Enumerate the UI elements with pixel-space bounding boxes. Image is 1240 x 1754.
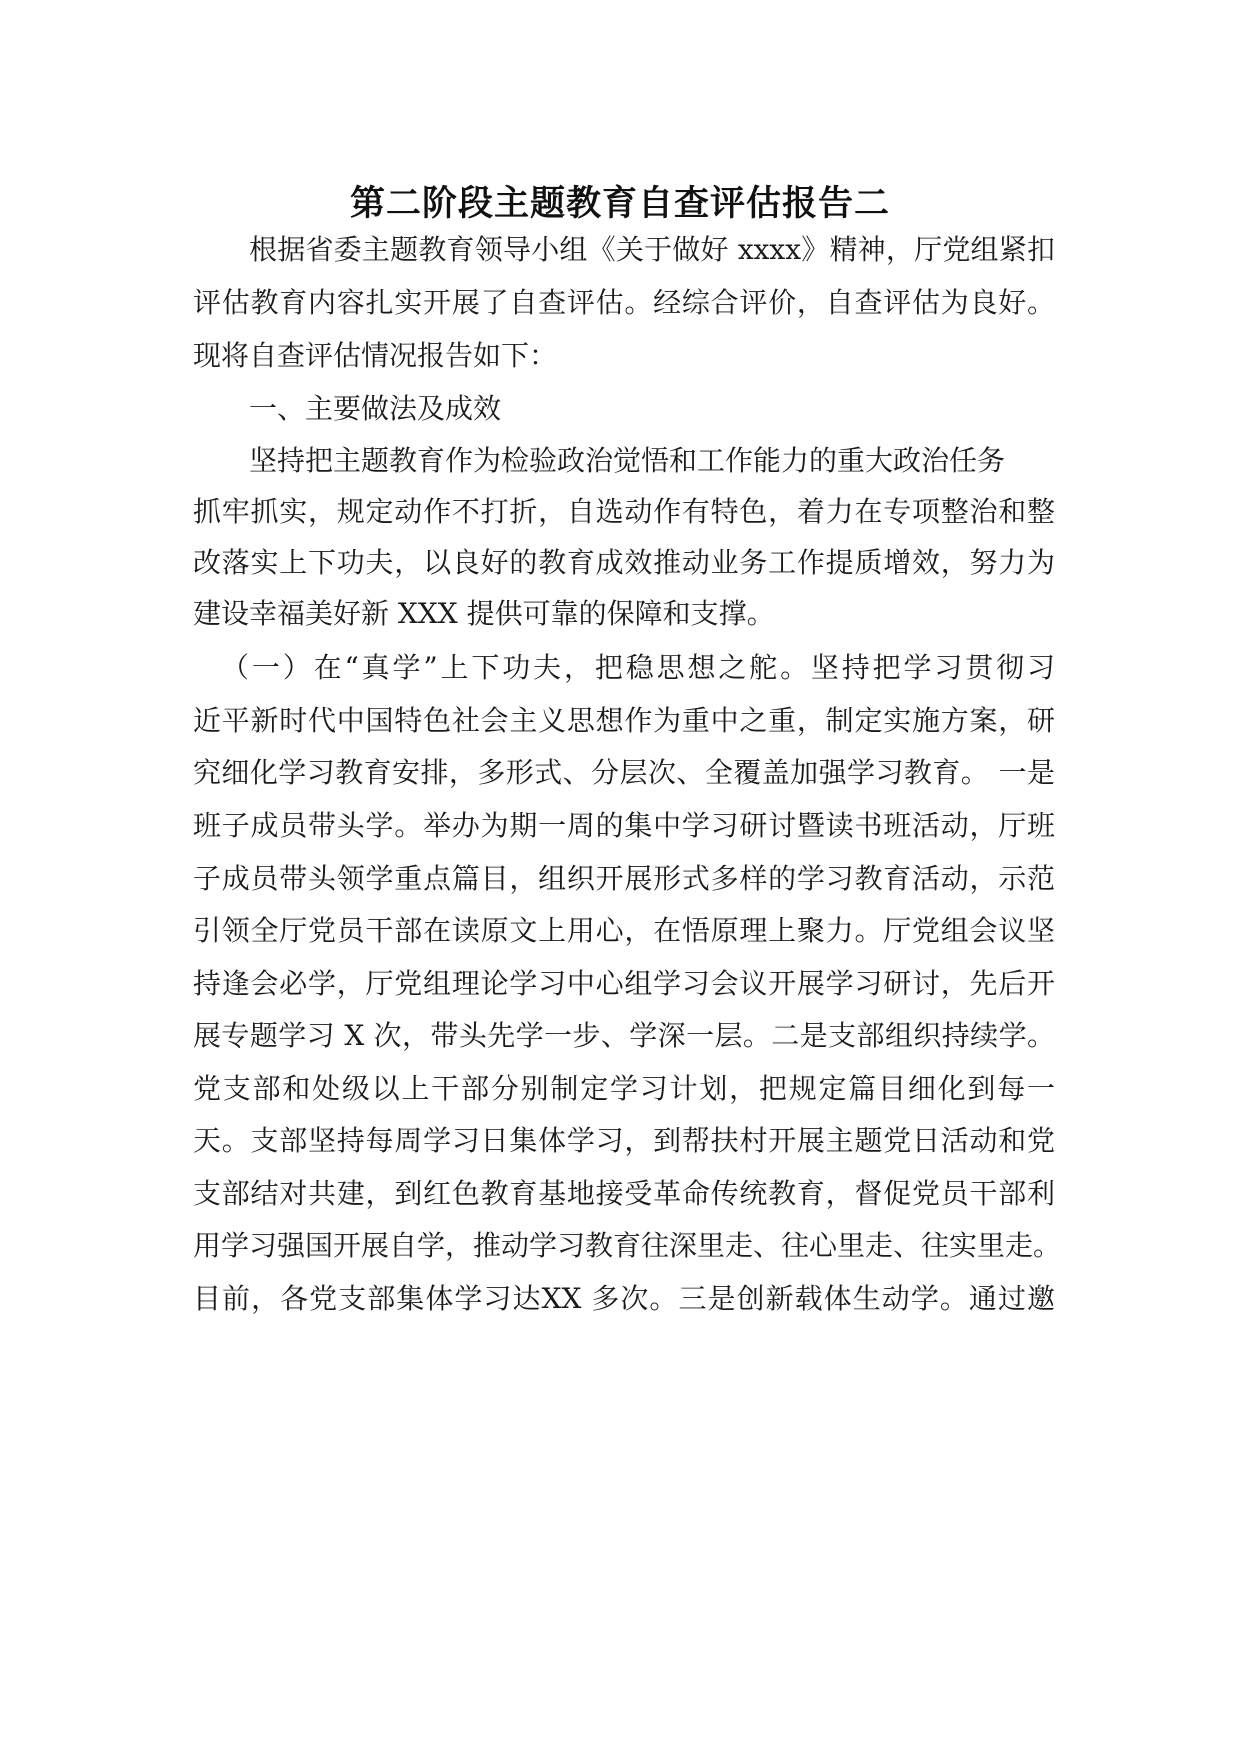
paragraph-line: （一）在“真学”上下功夫，把稳思想之舵。坚持把学习贯彻习 xyxy=(221,651,1055,684)
paragraph-line: 抓牢抓实，规定动作不打折，自选动作有特色，着力在专项整治和整 xyxy=(193,495,1055,528)
paragraph-line: 天。支部坚持每周学习日集体学习，到帮扶村开展主题党日活动和党 xyxy=(193,1124,1055,1157)
paragraph-line: 持逢会必学，厅党组理论学习中心组学习会议开展学习研讨，先后开 xyxy=(193,967,1055,1000)
paragraph-line: 子成员带头领学重点篇目，组织开展形式多样的学习教育活动，示范 xyxy=(193,862,1055,895)
paragraph-line: 根据省委主题教育领导小组《关于做好 xxxx》精神，厅党组紧扣 xyxy=(249,233,1055,266)
paragraph-line: 近平新时代中国特色社会主义思想作为重中之重，制定实施方案，研 xyxy=(193,704,1055,737)
paragraph-line: 建设幸福美好新 XXX 提供可靠的保障和支撑。 xyxy=(193,597,775,630)
paragraph-line: 支部结对共建，到红色教育基地接受革命传统教育，督促党员干部利 xyxy=(193,1177,1055,1210)
paragraph-line: 改落实上下功夫，以良好的教育成效推动业务工作提质增效，努力为 xyxy=(193,546,1055,579)
document-title: 第二阶段主题教育自查评估报告二 xyxy=(349,184,890,224)
paragraph-line: 引领全厅党员干部在读原文上用心，在悟原理上聚力。厅党组会议坚 xyxy=(193,914,1055,947)
paragraph-line: 班子成员带头学。举办为期一周的集中学习研讨暨读书班活动，厅班 xyxy=(193,809,1055,842)
section-heading: 一、主要做法及成效 xyxy=(249,392,502,425)
paragraph-line: 展专题学习 X 次，带头先学一步、学深一层。二是支部组织持续学。 xyxy=(193,1019,1055,1052)
paragraph-line: 用学习强国开展自学，推动学习教育往深里走、往心里走、往实里走。 xyxy=(193,1229,1062,1262)
paragraph-line: 党支部和处级以上干部分别制定学习计划，把规定篇目细化到每一 xyxy=(193,1072,1055,1105)
paragraph-line: 坚持把主题教育作为检验政治觉悟和工作能力的重大政治任务 xyxy=(249,444,1006,477)
paragraph-line: 评估教育内容扎实开展了自查评估。经综合评价，自查评估为良好。 xyxy=(193,286,1055,319)
paragraph-line: 究细化学习教育安排，多形式、分层次、全覆盖加强学习教育。 一是 xyxy=(193,756,1055,789)
paragraph-line: 目前，各党支部集体学习达XX 多次。三是创新载体生动学。通过邀 xyxy=(193,1282,1055,1315)
paragraph-line: 现将自查评估情况报告如下： xyxy=(193,339,558,372)
